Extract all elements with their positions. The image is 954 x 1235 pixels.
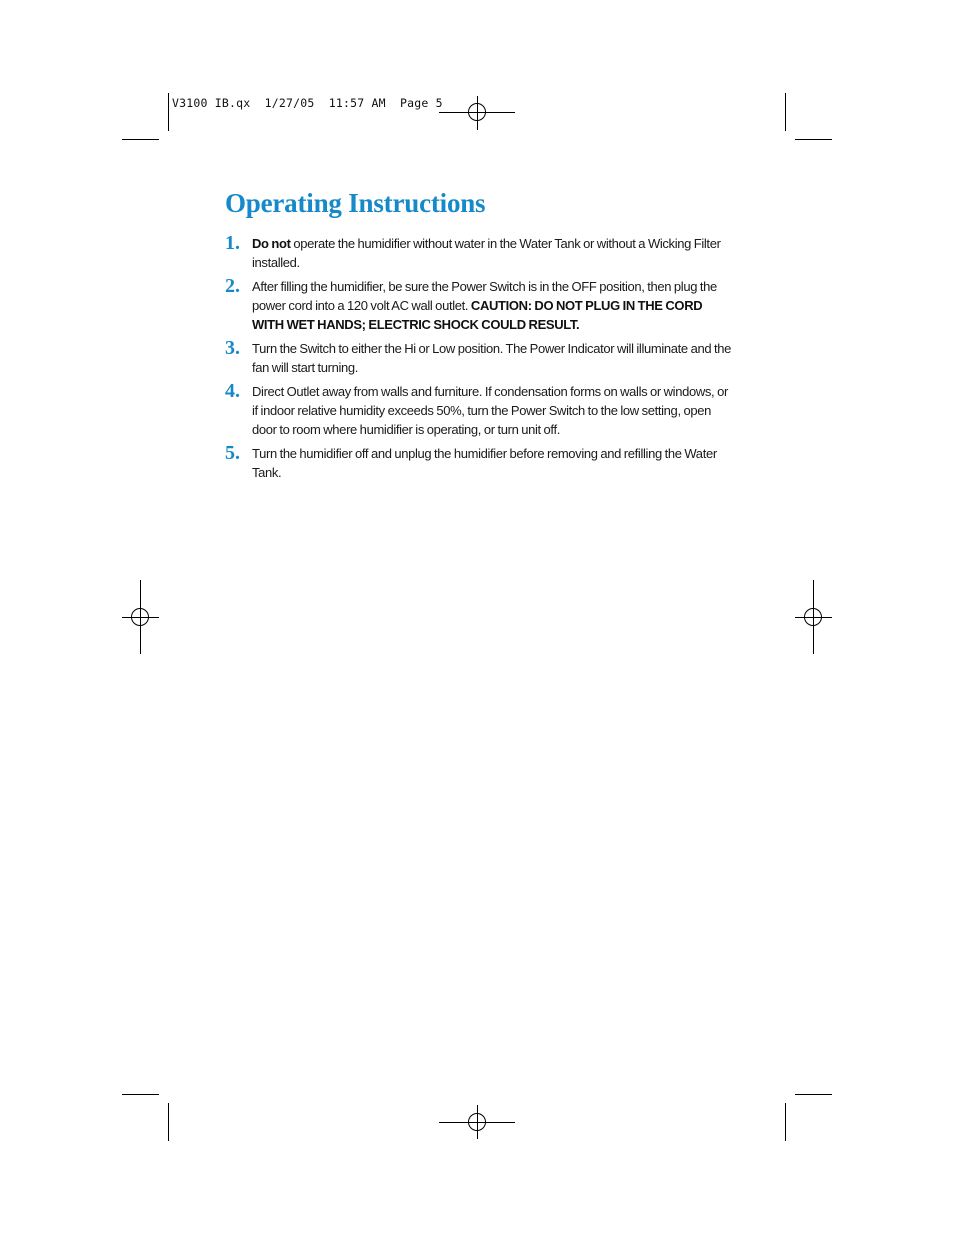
step-number: 4. xyxy=(225,380,240,402)
crop-mark-bottom-right-horizontal xyxy=(795,1094,832,1095)
instruction-step-4 xyxy=(225,382,735,439)
instruction-step-5 xyxy=(225,444,735,482)
crop-mark-bottom-left-horizontal xyxy=(122,1094,159,1095)
step-text: Direct Outlet away from walls and furniture. If condensation forms on walls or windows, or if indoor relative humidity exceeds 50%, turn the Power Switch to the low setting, open door to room where humidifier is operating, or turn unit off. xyxy=(252,384,728,437)
step-number: 3. xyxy=(225,337,240,359)
crop-mark-bottom-right-vertical xyxy=(785,1103,786,1141)
step-text: operate the humidifier without water in the Water Tank or without a Wicking Filter installed. xyxy=(252,236,721,270)
step-lead-bold: Do not xyxy=(252,236,291,251)
step-number: 1. xyxy=(225,232,240,254)
registration-circle-icon xyxy=(131,608,149,626)
step-text: Turn the humidifier off and unplug the humidifier before removing and refilling the Water Tank. xyxy=(252,446,717,480)
registration-circle-icon xyxy=(468,103,486,121)
step-number: 5. xyxy=(225,442,240,464)
crop-mark-bottom-left-vertical xyxy=(168,1103,169,1141)
instruction-step-2 xyxy=(225,277,735,334)
crop-mark-top-right-vertical xyxy=(785,93,786,131)
registration-circle-icon xyxy=(468,1113,486,1131)
crop-mark-top-left-vertical xyxy=(168,93,169,131)
instruction-step-3 xyxy=(225,339,735,377)
instruction-list xyxy=(225,234,735,487)
instruction-step-1 xyxy=(225,234,735,272)
step-text: Turn the Switch to either the Hi or Low position. The Power Indicator will illuminate and the fan will start turning. xyxy=(252,341,731,375)
step-number: 2. xyxy=(225,275,240,297)
registration-circle-icon xyxy=(804,608,822,626)
step-text: After filling the humidifier, be sure the Power Switch is in the OFF position, then plug the power cord into a 120 volt AC wall outlet. xyxy=(252,279,717,313)
crop-mark-top-right-horizontal xyxy=(795,139,832,140)
page-title: Operating Instructions xyxy=(225,188,486,218)
crop-mark-top-left-horizontal xyxy=(122,139,159,140)
step-caution: CAUTION: DO NOT PLUG IN THE CORD WITH WET HANDS; ELECTRIC SHOCK COULD RESULT. xyxy=(252,298,703,332)
printer-slug: V3100 IB.qx 1/27/05 11:57 AM Page 5 xyxy=(172,96,443,110)
